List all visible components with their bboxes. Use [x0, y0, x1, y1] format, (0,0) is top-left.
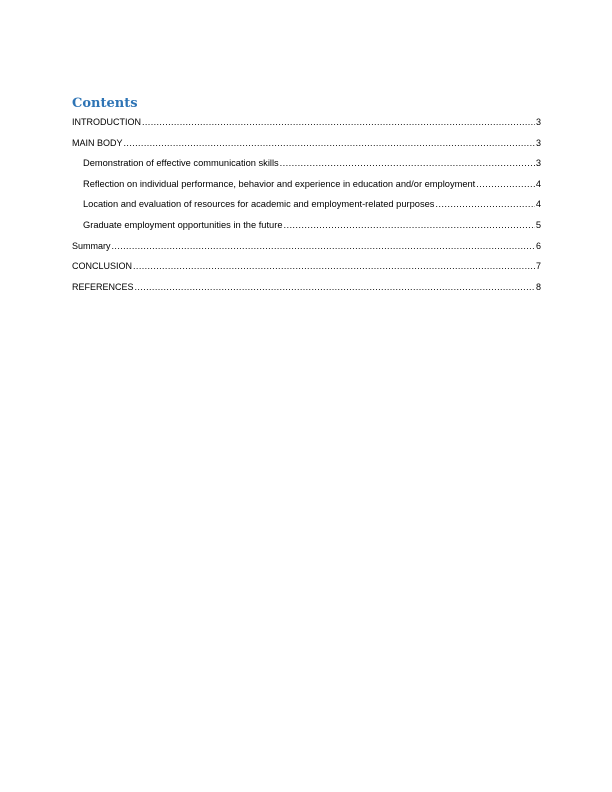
toc-entry-label: CONCLUSION [72, 261, 133, 272]
toc-entry-label: Demonstration of effective communication skills [83, 158, 279, 169]
toc-entry-label: Reflection on individual performance, behavior and experience in education and/or employment [83, 178, 476, 189]
toc-entry-references[interactable] [72, 281, 541, 302]
toc-entry-label: Location and evaluation of resources for academic and employment-related purposes [83, 199, 435, 210]
toc-entry-label: MAIN BODY [72, 137, 123, 148]
dot-leader [283, 219, 534, 231]
toc-entry-page-number: 7 [535, 261, 541, 272]
toc-entry-introduction[interactable] [72, 116, 541, 137]
dot-leader [112, 240, 535, 252]
dot-leader [280, 157, 535, 169]
toc-entry-page-number: 8 [535, 281, 541, 292]
dot-leader [435, 198, 534, 210]
dot-leader [135, 281, 535, 293]
dot-leader [142, 116, 535, 128]
toc-entry-page-number: 3 [535, 117, 541, 127]
dot-leader [133, 260, 535, 272]
toc-entry-page-number: 3 [535, 137, 541, 148]
toc-entry-communication-skills[interactable] [72, 157, 541, 178]
toc-entry-resources[interactable] [72, 198, 541, 219]
toc-entry-main-body[interactable] [72, 137, 541, 158]
table-of-contents [72, 96, 541, 301]
dot-leader [124, 137, 535, 149]
toc-heading: Contents [72, 96, 138, 111]
toc-entry-page-number: 4 [535, 178, 541, 189]
toc-entry-conclusion[interactable] [72, 260, 541, 281]
toc-entry-page-number: 5 [535, 219, 541, 230]
toc-entry-label: INTRODUCTION [72, 117, 141, 127]
toc-entry-graduate-employment[interactable] [72, 219, 541, 240]
dot-leader [476, 178, 535, 190]
toc-entry-label: Summary [72, 240, 111, 251]
toc-list [72, 116, 541, 301]
toc-entry-reflection[interactable] [72, 178, 541, 199]
toc-entry-label: REFERENCES [72, 281, 134, 292]
toc-entry-page-number: 6 [535, 240, 541, 251]
toc-entry-page-number: 3 [535, 158, 541, 169]
toc-entry-summary[interactable] [72, 240, 541, 261]
toc-entry-page-number: 4 [535, 199, 541, 210]
toc-entry-label: Graduate employment opportunities in the future [83, 219, 283, 230]
